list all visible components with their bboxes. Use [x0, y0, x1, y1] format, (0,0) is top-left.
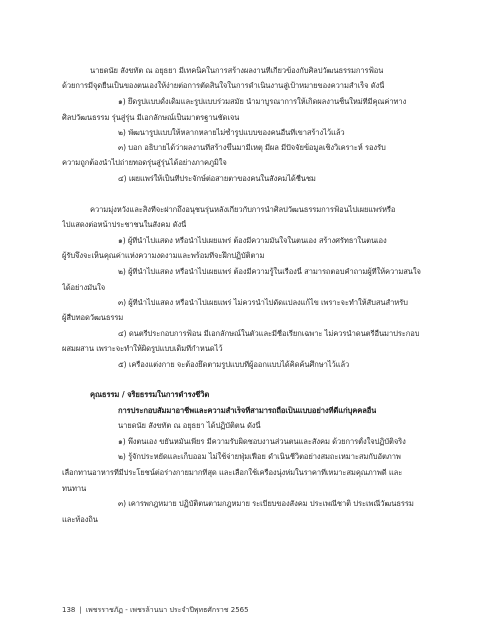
section3-item3-line2: และท้องถิ่น — [62, 515, 98, 524]
section1-intro-line2: ด้วยการมีจุดยืนเป็นของตนเองให้ง่ายต่อการตัดสินใจในการดำเนินงานสู่เป้าหมายของความสำเร็จ ดังนี้ — [62, 81, 385, 90]
section2-item1-line1: ๑) ผู้ที่นำไปแสดง หรือนำไปเผยแพร่ ต้องมีความมั่นใจในตนเอง สร้างศรัทธาในตนเอง — [118, 236, 387, 245]
publication-title: เพชรราชภัฏ - เพชรล้านนา ประจำปีพุทธศักราช 2565 — [85, 606, 249, 614]
section3-subheading: การประกอบสัมมาอาชีพและความสำเร็จที่สามารถถือเป็นแบบอย่างที่ดีแก่บุคคลอื่น — [118, 406, 377, 415]
section2-intro-line1: ความมุ่งหวังและสิ่งที่จะฝากถึงอนุชนรุ่นหลังเกี่ยวกับการนำศิลปวัฒนธรรมการฟ้อนไปเผยแพร่หรือ — [90, 205, 396, 214]
section2-item4-line2: ผสมผสาน เพราะจะทำให้ผิดรูปแบบเดิมที่กำหนดไว้ — [62, 344, 223, 353]
section2-item4-line1: ๔) ดนตรีประกอบการฟ้อน มีเอกลักษณ์ในตัวและมีชื่อเรียกเฉพาะ ไม่ควรนำดนตรีอื่นมาประกอบ — [118, 329, 420, 338]
section3-item1: ๑) พึ่งตนเอง ขยันหมั่นเพียร มีความรับผิดชอบงานส่วนตนและสังคม ด้วยการตั้งใจปฏิบัติจริง — [118, 437, 406, 446]
section3-item2-line2: เลือกทานอาหารที่มีประโยชน์ต่อร่างกายมากที่สุด และเลือกใช้เครื่องนุ่งห่มในราคาที่เหมาะสมคุณภาพดี และ — [62, 468, 403, 477]
page-footer — [62, 605, 249, 615]
section2-item1-line2: ผู้รับจึงจะเห็นคุณค่าแห่งความงดงามและพร้อมที่จะฝึกปฏิบัติตาม — [62, 251, 265, 260]
section3-item3-line1: ๓) เคารพกฎหมาย ปฏิบัติตนตามกฎหมาย ระเบียบของสังคม ประเพณีชาติ ประเพณีวัฒนธรรม — [118, 499, 414, 508]
section1-item1-line1: ๑) ยึดรูปแบบดั้งเดิมและรูปแบบร่วมสมัย นำมาบูรณาการให้เกิดผลงานชิ้นใหม่ที่มีคุณค่าทาง — [118, 97, 407, 106]
section3-item2-line3: ทนทาน — [62, 484, 87, 493]
section1-item4: ๔) เผยแพร่ให้เป็นที่ประจักษ์ต่อสายตาของคนในสังคมได้ชื่นชม — [118, 174, 316, 183]
footer-separator: | — [79, 606, 82, 614]
section2-item2-line1: ๒) ผู้ที่นำไปแสดง หรือนำไปเผยแพร่ ต้องมีความรู้ในเรื่องนี้ สามารถตอบคำถามผู้ที่ให้ความสนใจ — [118, 267, 421, 276]
section2-item2-line2: ได้อย่างมั่นใจ — [62, 283, 106, 292]
section3-heading: คุณธรรม / จริยธรรมในการดำรงชีวิต — [90, 390, 210, 399]
section2-intro-line2: ไปแสดงต่อหน้าประชาชนในสังคม ดังนี้ — [62, 220, 187, 229]
section1-item1-line2: ศิลปวัฒนธรรม รุ่นสู่รุ่น มีเอกลักษณ์เป็นมาตรฐานชัดเจน — [62, 113, 240, 122]
page-number: 138 — [62, 606, 76, 614]
section3-intro: นายดนัย สังขทัต ณ อยุธยา ได้ปฏิบัติตน ดังนี้ — [118, 421, 261, 430]
section2-item3-line2: ผู้สืบทอดวัฒนธรรม — [62, 313, 124, 322]
section1-item3-line2: ความถูกต้องนำไปถ่ายทอดรุ่นสู่รุ่นได้อย่างภาคภูมิใจ — [62, 158, 227, 167]
section1-intro-line1: นายดนัย สังขทัต ณ อยุธยา มีเทคนิคในการสร้างผลงานที่เกี่ยวข้องกับศิลปวัฒนธรรมการฟ้อน — [90, 66, 384, 75]
section1-item3-line1: ๓) บอก อธิบายได้ว่าผลงานที่สร้างขึ้นมามีเหตุ มีผล มีปัจจัยข้อมูลเชิงวิเคราะห์ รองรับ — [118, 143, 386, 152]
section2-item5: ๕) เครื่องแต่งกาย จะต้องยึดตามรูปแบบที่ผู้ออกแบบได้คิดค้นศึกษาไว้แล้ว — [118, 360, 350, 369]
section1-item2: ๒) พัฒนารูปแบบให้หลากหลายไม่ซ้ำรูปแบบของคนอื่นที่เขาสร้างไว้แล้ว — [118, 128, 345, 137]
section3-item2-line1: ๒) รู้จักประหยัดและเก็บออม ไม่ใช้จ่ายฟุ่มเฟือย ดำเนินชีวิตอย่างสมถะเหมาะสมกับอัตภาพ — [118, 452, 401, 461]
section2-item3-line1: ๓) ผู้ที่นำไปแสดง หรือนำไปเผยแพร่ ไม่ควรนำไปดัดแปลงแก้ไข เพราะจะทำให้สับสนสำหรับ — [118, 298, 408, 307]
